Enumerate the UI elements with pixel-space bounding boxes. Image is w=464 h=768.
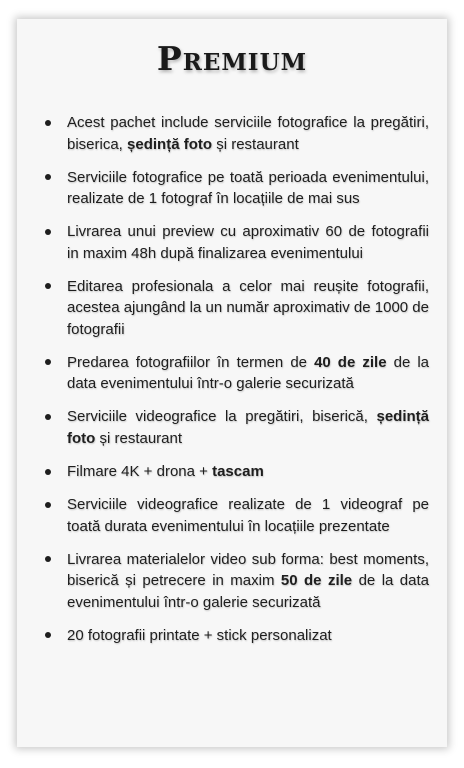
feature-item: [67, 494, 429, 537]
feature-highlight: tascam: [212, 463, 264, 481]
feature-item: [67, 549, 429, 614]
feature-item: [67, 221, 429, 264]
feature-item: [67, 112, 429, 155]
feature-text: Filmare 4K + drona +: [67, 463, 213, 481]
feature-item: [67, 461, 429, 483]
feature-text: Acest pachet include serviciile fotografice la pregătiri, biserica,: [67, 114, 429, 153]
bullet-dot-icon: [45, 469, 51, 475]
feature-text: Serviciile fotografice pe toată perioada evenimentului, realizate de 1 fotograf în locațiile de mai sus: [67, 168, 429, 208]
feature-text: Livrarea materialelor video sub forma: best moments, biserică și petrecere in maxim: [67, 550, 429, 590]
package-title: Premium: [156, 39, 308, 78]
bullet-dot-icon: [45, 502, 51, 508]
feature-highlight: 50 de zile: [280, 572, 353, 590]
feature-text: Livrarea unui preview cu aproximativ 60 de fotografii in maxim 48h după finalizarea evenimentului: [67, 223, 429, 262]
bullet-dot-icon: [45, 556, 51, 562]
feature-text: Predarea fotografiilor în termen de: [67, 353, 315, 371]
feature-highlight: ședință foto: [127, 135, 213, 153]
feature-item: [67, 352, 429, 395]
bullet-dot-icon: [45, 120, 51, 126]
bullet-dot-icon: [45, 229, 51, 235]
feature-list: [67, 112, 429, 658]
feature-text: de la data evenimentului într-o galerie securizată: [67, 353, 430, 393]
bullet-dot-icon: [45, 632, 51, 638]
feature-text: Serviciile videografice realizate de 1 videograf pe toată durata evenimentului în locațiile prezentate: [67, 496, 429, 535]
feature-text: Serviciile videografice la pregătiri, biserică,: [67, 408, 377, 426]
feature-highlight: 40 de zile: [314, 353, 387, 371]
bullet-dot-icon: [45, 283, 51, 289]
package-card: [17, 19, 447, 747]
feature-item: [67, 625, 429, 647]
feature-text: 20 fotografii printate + stick personalizat: [67, 626, 332, 644]
bullet-dot-icon: [45, 174, 51, 180]
bullet-dot-icon: [45, 414, 51, 420]
feature-text: și restaurant: [95, 429, 183, 447]
bullet-dot-icon: [45, 359, 51, 365]
feature-item: [67, 167, 429, 210]
feature-text: de la data evenimentului într-o galerie securizată: [67, 572, 429, 611]
feature-text: și restaurant: [212, 135, 299, 153]
feature-highlight: ședință foto: [67, 408, 429, 447]
feature-item: [67, 406, 429, 449]
feature-text: Editarea profesionala a celor mai reușite fotografii, acestea ajungând la un număr aproximativ de 1000 de fotografii: [67, 277, 429, 338]
feature-item: [67, 276, 429, 341]
